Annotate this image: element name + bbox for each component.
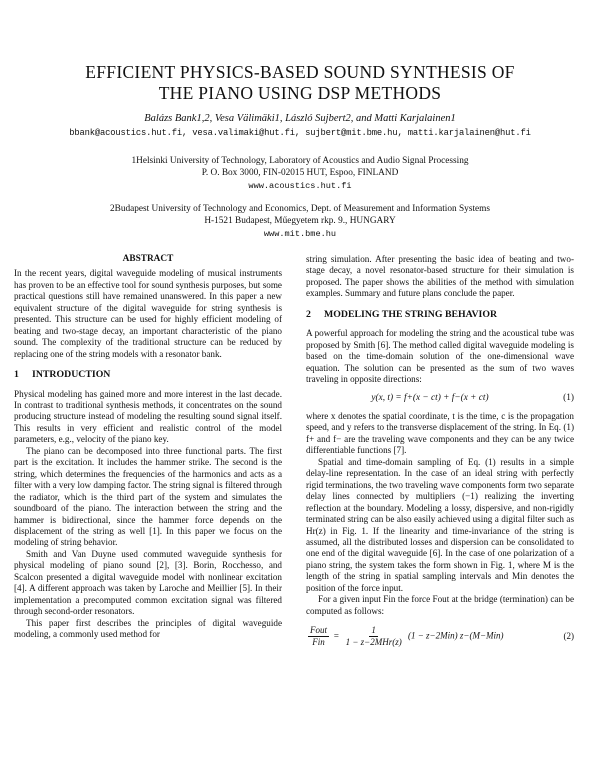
abstract-heading: ABSTRACT [122,254,174,264]
equation-2-equals: = [333,630,340,641]
affiliation-1-url[interactable]: www.acoustics.hut.fi [248,180,352,191]
section-1-heading [14,369,282,380]
title-line-2: THE PIANO USING DSP METHODS [158,83,442,103]
affiliation-2-url[interactable]: www.mit.bme.hu [263,228,337,239]
section-2-number: 2 [306,308,311,320]
equation-2-lhs-denominator: Fin [312,637,325,648]
equation-1-body: y(x, t) = f+(x − ct) + f−(x + ct) [371,392,489,403]
intro-paragraph-2: The piano can be decomposed into three functional parts. The first part is the excitation. It includes the hammer strike. The second is the string, which determines the frequencies of the harmonics and acts as a filter with a very low damping factor. The string signal is filtered through the radiator, which is the third part of the system and simulates the soundboard of the piano. The interaction between the string and the hammer is bidirectional, since the hammer force depends on the displacement of the string as well [1]. In this paper we focus on the modeling of string behavior. [14,445,282,548]
equation-2-rhs-denominator: 1 − z−2MHr(z) [345,637,402,648]
title-line-1: EFFICIENT PHYSICS-BASED SOUND SYNTHESIS OF [85,62,515,82]
section-1-title: INTRODUCTION [32,369,111,381]
affiliation-2-line-1: 2Budapest University of Technology and Economics, Dept. of Measurement and Information Systems [109,204,490,214]
author-list: Balázs Bank1,2, Vesa Välimäki1, László Sujbert2, and Matti Karjalainen1 [144,113,456,124]
equation-1-number: (1) [563,392,574,403]
equation-2-lhs-numerator: Fout [310,625,327,636]
paper-title [20,62,580,104]
intro-paragraph-3: Smith and Van Duyne used commuted waveguide synthesis for physical modeling of piano sound [2], [3]. Borin, Rocchesso, and Scalcon presented a digital waveguide model with nonlinear excitation [4]. A different approach was taken by Laroche and Meillier [5]. In their implementation a precomputed common excitation signal was filtered through second-order resonators. [14,548,282,617]
intro-paragraph-1: Physical modeling has gained more and more interest in the last decade. In contrast to traditional synthesis methods, it concentrates on the sound producing structure instead of modeling the resulting sound signal itself. This results in very efficient and realistic control of the model parameters, e.g., velocity of the piano key. [14,388,282,445]
affiliation-1 [20,155,580,192]
section-1-number: 1 [14,369,19,381]
intro-continuation: string simulation. After presenting the basic idea of beating and two-stage decay, a novel resonator-based structure for their simulation is proposed. The paper shows the abilities of the method with simulation examples. Summary and future plans conclude the paper. [306,254,574,299]
right-column [306,254,574,648]
abstract-text: In the recent years, digital waveguide modeling of musical instruments has proven to be an effective tool for sound synthesis purposes, but some practical questions still have remained unanswered. In this paper a new equivalent structure of the digital waveguide for string synthesis is presented. This structure can be used for highly efficient modeling of beating and two-stage decay, an important characteristic of the piano sound. The complexity of the traditional structure can be reduced by replacing one of the string models with a resonator bank. [14,268,282,359]
affiliation-2 [20,203,580,240]
string-paragraph-2: where x denotes the spatial coordinate, t is the time, c is the propagation speed, and y refers to the transverse displacement of the string. In Eq. (1) f+ and f− are the traveling wave components and they can be any twice differentiable functions [7]. [306,410,574,456]
section-2-title: MODELING THE STRING BEHAVIOR [324,308,498,320]
equation-2-tail: (1 − z−2Min) z−(M−Min) [407,630,504,641]
affiliation-1-line-1: 1Helsinki University of Technology, Laboratory of Acoustics and Audio Signal Processing [131,156,469,166]
equation-2-body [306,625,554,648]
equation-1 [306,393,574,404]
left-column [14,254,282,641]
section-2-heading [306,309,574,320]
affiliation-2-line-2: H-1521 Budapest, Műegyetem rkp. 9., HUNGARY [204,216,396,227]
intro-paragraph-4: This paper first describes the principles of digital waveguide modeling, a commonly used method for [14,617,282,640]
author-emails: bbank@acoustics.hut.fi, vesa.valimaki@hut.fi, sujbert@mit.bme.hu, matti.karjalainen@hut.fi [69,128,531,138]
equation-2 [306,625,574,648]
equation-2-rhs-numerator: 1 [371,625,376,636]
string-paragraph-1: A powerful approach for modeling the string and the acoustical tube was proposed by Smith [6]. The method called digital waveguide modeling is based on the time-domain solution of the one-dimensional wave equation. The solution can be presented as the sum of two waves traveling in opposite directions: [306,328,574,385]
equation-2-rhs [344,625,404,648]
equation-2-lhs [308,625,329,648]
equation-2-number: (2) [563,630,574,641]
string-paragraph-4: For a given input Fin the force Fout at the bridge (termination) can be computed as follows: [306,594,574,616]
string-paragraph-3: Spatial and time-domain sampling of Eq. (1) results in a simple delay-line representation. In the case of an ideal string with perfectly rigid terminations, the two traveling wave components form two separate delay lines connected by multipliers (−1) realizing the inverting reflection at the boundary. Modeling a lossy, dispersive, and non-rigidly terminated string can be also easily achieved using a digital filter such as Hr(z) in Fig. 1. If the linearity and time-invariance of the string is assumed, all the distributed losses and dispersion can be consolidated to one end of the digital waveguide [6]. In the case of one polarization of a piano string, the system takes the form shown in Fig. 1, where M is the length of the string in spatial sampling intervals and Min denotes the position of the force input. [306,456,574,593]
affiliation-1-line-2: P. O. Box 3000, FIN-02015 HUT, Espoo, FINLAND [201,168,399,179]
